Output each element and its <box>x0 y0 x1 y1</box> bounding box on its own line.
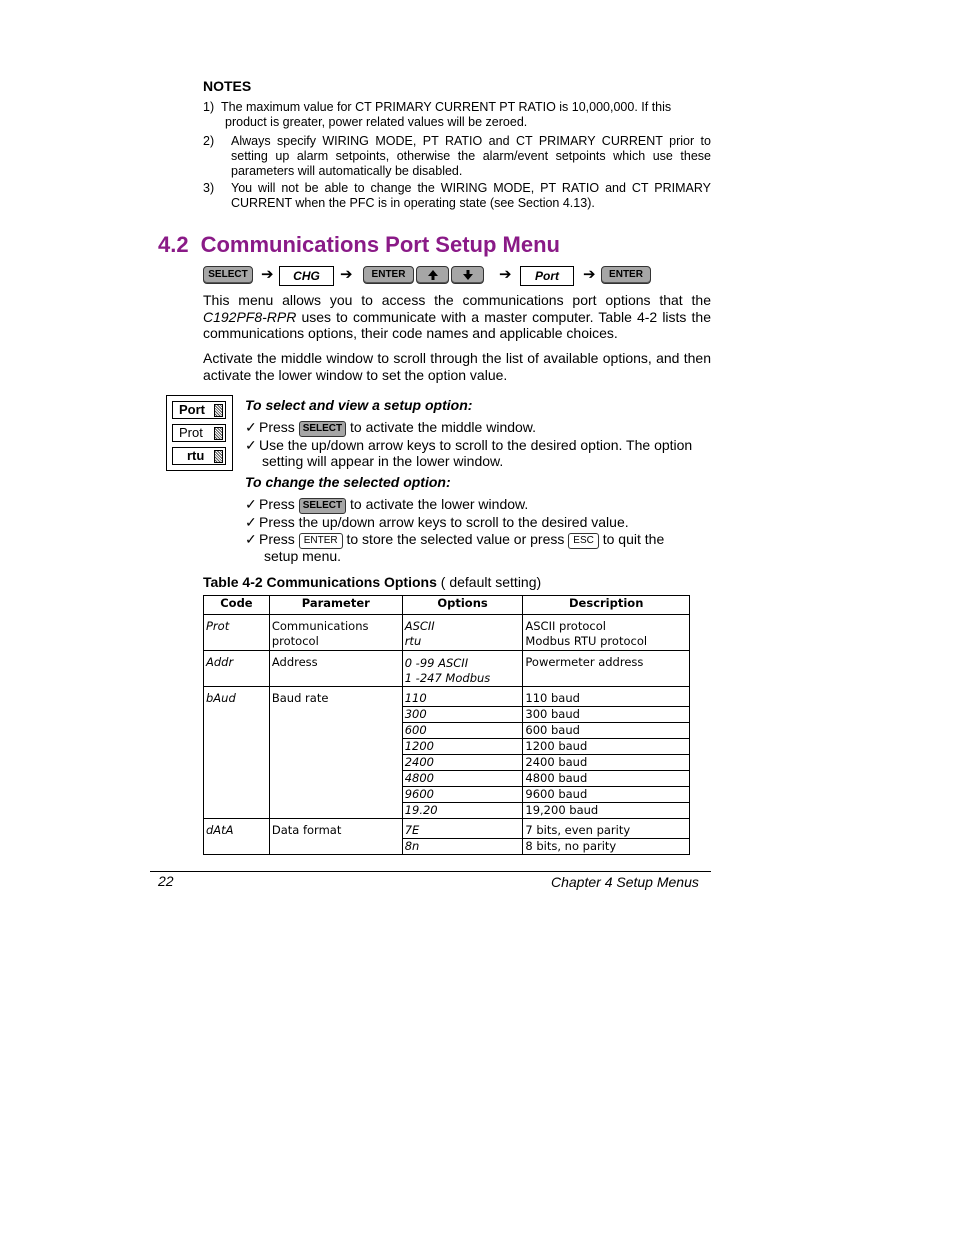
enter-key: ENTER <box>601 266 651 284</box>
instruction-step <box>245 531 715 549</box>
description-cell: 8 bits, no parity <box>523 839 690 855</box>
cell-text: ASCII protocol <box>525 619 606 633</box>
check-icon: ✓ <box>245 531 257 547</box>
code-cell: Prot <box>204 615 270 651</box>
intro-text: uses to communicate with a master computer. Table 4-2 lists the communications options, their code names and applicable choices. <box>203 308 711 341</box>
cell-text: Modbus RTU protocol <box>525 634 648 648</box>
model-number: C192PF8-RPR <box>203 308 297 325</box>
scroll-icon <box>214 427 223 440</box>
table-subtitle: ( default setting) <box>440 574 542 590</box>
parameter-cell <box>269 615 402 651</box>
table-caption <box>203 574 541 590</box>
description-cell <box>523 615 690 651</box>
code-cell: Addr <box>204 651 270 687</box>
select-key: SELECT <box>203 266 253 284</box>
right-arrow-icon: ➔ <box>583 266 596 283</box>
column-header: Code <box>204 596 270 615</box>
note-1 <box>203 100 711 130</box>
options-cell <box>402 651 523 687</box>
note-number: 1) <box>203 100 215 114</box>
options-cell: 4800 <box>402 771 523 787</box>
intro-paragraph-2: Activate the middle window to scroll through the list of available options, and then activate the lower window to set the option value. <box>203 350 711 383</box>
cell-text: rtu <box>404 634 422 648</box>
step-text: Press <box>259 496 295 512</box>
note-2 <box>203 134 711 179</box>
lcd-middle-window <box>172 424 226 442</box>
check-icon: ✓ <box>245 514 257 530</box>
parameter-cell: Baud rate <box>269 687 402 819</box>
options-cell: 7E <box>402 819 523 839</box>
down-arrow-icon <box>462 269 474 281</box>
description-cell: 600 baud <box>523 723 690 739</box>
lcd-top-window <box>172 401 226 419</box>
code-cell: bAud <box>204 687 270 819</box>
down-arrow-key <box>451 266 484 284</box>
footer-rule <box>150 871 711 872</box>
options-cell: 110 <box>402 687 523 707</box>
note-number: 2) <box>203 134 215 148</box>
note-text: Always specify WIRING MODE, PT RATIO and CT PRIMARY CURRENT prior to setting up alarm setpoints, otherwise the alarm/event setpoints which use these parameters will automatically be disabled. <box>231 134 711 178</box>
table-row <box>204 819 690 839</box>
description-cell: 2400 baud <box>523 755 690 771</box>
lcd-bottom-text: rtu <box>187 448 205 463</box>
check-icon: ✓ <box>245 419 257 435</box>
step-text: to activate the lower window. <box>350 496 529 512</box>
cell-text: Communications <box>271 619 369 633</box>
step-text: Press <box>259 531 295 547</box>
step-text: Use the up/down arrow keys to scroll to the desired option. The option <box>259 437 693 453</box>
chg-field: CHG <box>279 266 334 286</box>
lcd-top-text: Port <box>179 402 205 417</box>
column-header: Description <box>523 596 690 615</box>
options-cell: 2400 <box>402 755 523 771</box>
code-cell: dAtA <box>204 819 270 855</box>
step-text: to store the selected value or press <box>346 531 565 547</box>
options-cell: 9600 <box>402 787 523 803</box>
intro-paragraph-1 <box>203 292 711 342</box>
change-option-heading: To change the selected option: <box>245 474 451 490</box>
description-cell: 1200 baud <box>523 739 690 755</box>
description-cell: Powermeter address <box>523 651 690 687</box>
select-key: SELECT <box>299 498 346 514</box>
instruction-step <box>245 496 715 514</box>
options-cell: 19.20 <box>402 803 523 819</box>
section-heading <box>158 232 560 258</box>
options-cell: 600 <box>402 723 523 739</box>
step-text: to activate the middle window. <box>350 419 537 435</box>
section-title: Communications Port Setup Menu <box>200 232 560 257</box>
note-3 <box>203 181 711 211</box>
intro-text: This menu allows you to access the communications port options that the <box>203 292 711 308</box>
table-row <box>204 615 690 651</box>
instruction-step <box>245 419 715 437</box>
up-arrow-key <box>416 266 449 284</box>
lcd-display <box>166 395 233 471</box>
cell-text: 0 -99 ASCII <box>404 656 469 670</box>
options-cell: 300 <box>402 707 523 723</box>
key-sequence <box>203 266 673 286</box>
right-arrow-icon: ➔ <box>261 266 274 283</box>
instruction-step <box>245 514 715 530</box>
lcd-middle-text: Prot <box>179 425 203 440</box>
note-text: You will not be able to change the WIRING MODE, PT RATIO and CT PRIMARY CURRENT when the PFC is in operating state (see Section 4.13). <box>231 181 711 210</box>
column-header: Options <box>402 596 523 615</box>
right-arrow-icon: ➔ <box>499 266 512 283</box>
description-cell: 7 bits, even parity <box>523 819 690 839</box>
description-cell: 19,200 baud <box>523 803 690 819</box>
scroll-icon <box>214 404 223 417</box>
parameter-cell: Address <box>269 651 402 687</box>
cell-text: protocol <box>271 634 319 648</box>
note-text: The maximum value for CT PRIMARY CURRENT PT RATIO is 10,000,000. If this <box>221 100 672 114</box>
enter-key: ENTER <box>363 266 414 284</box>
note-number: 3) <box>203 181 215 195</box>
select-option-heading: To select and view a setup option: <box>245 397 473 413</box>
chapter-label: Chapter 4 Setup Menus <box>551 874 699 890</box>
table-header-row <box>204 596 690 615</box>
description-cell: 4800 baud <box>523 771 690 787</box>
instruction-step-cont: setup menu. <box>264 548 342 564</box>
step-text: to quit the <box>602 531 665 547</box>
description-cell: 110 baud <box>523 687 690 707</box>
right-arrow-icon: ➔ <box>340 266 353 283</box>
table-title: Table 4-2 Communications Options <box>203 574 437 590</box>
esc-key: ESC <box>568 533 599 549</box>
table-row <box>204 687 690 707</box>
description-cell: 300 baud <box>523 707 690 723</box>
note-text-cont: product is greater, power related values will be zeroed. <box>225 115 528 129</box>
up-arrow-icon <box>427 269 439 281</box>
options-cell: 8n <box>402 839 523 855</box>
check-icon: ✓ <box>245 496 257 512</box>
communications-options-table <box>203 595 690 855</box>
select-key: SELECT <box>299 421 346 437</box>
cell-text: ASCII <box>404 619 435 633</box>
check-icon: ✓ <box>245 437 257 453</box>
scroll-icon <box>214 450 223 463</box>
cell-text: 1 -247 Modbus <box>404 671 491 685</box>
table-row <box>204 651 690 687</box>
lcd-bottom-window <box>172 447 226 465</box>
options-cell <box>402 615 523 651</box>
options-cell: 1200 <box>402 739 523 755</box>
notes-heading: NOTES <box>203 78 252 94</box>
instruction-step-cont: setting will appear in the lower window. <box>262 453 504 469</box>
parameter-cell: Data format <box>269 819 402 855</box>
page-number: 22 <box>158 873 174 889</box>
column-header: Parameter <box>269 596 402 615</box>
description-cell: 9600 baud <box>523 787 690 803</box>
section-number: 4.2 <box>158 232 189 257</box>
enter-key: ENTER <box>299 533 343 549</box>
instruction-step <box>245 437 715 453</box>
step-text: Press the up/down arrow keys to scroll to the desired value. <box>259 514 629 530</box>
step-text: Press <box>259 419 295 435</box>
port-field: Port <box>520 266 574 286</box>
